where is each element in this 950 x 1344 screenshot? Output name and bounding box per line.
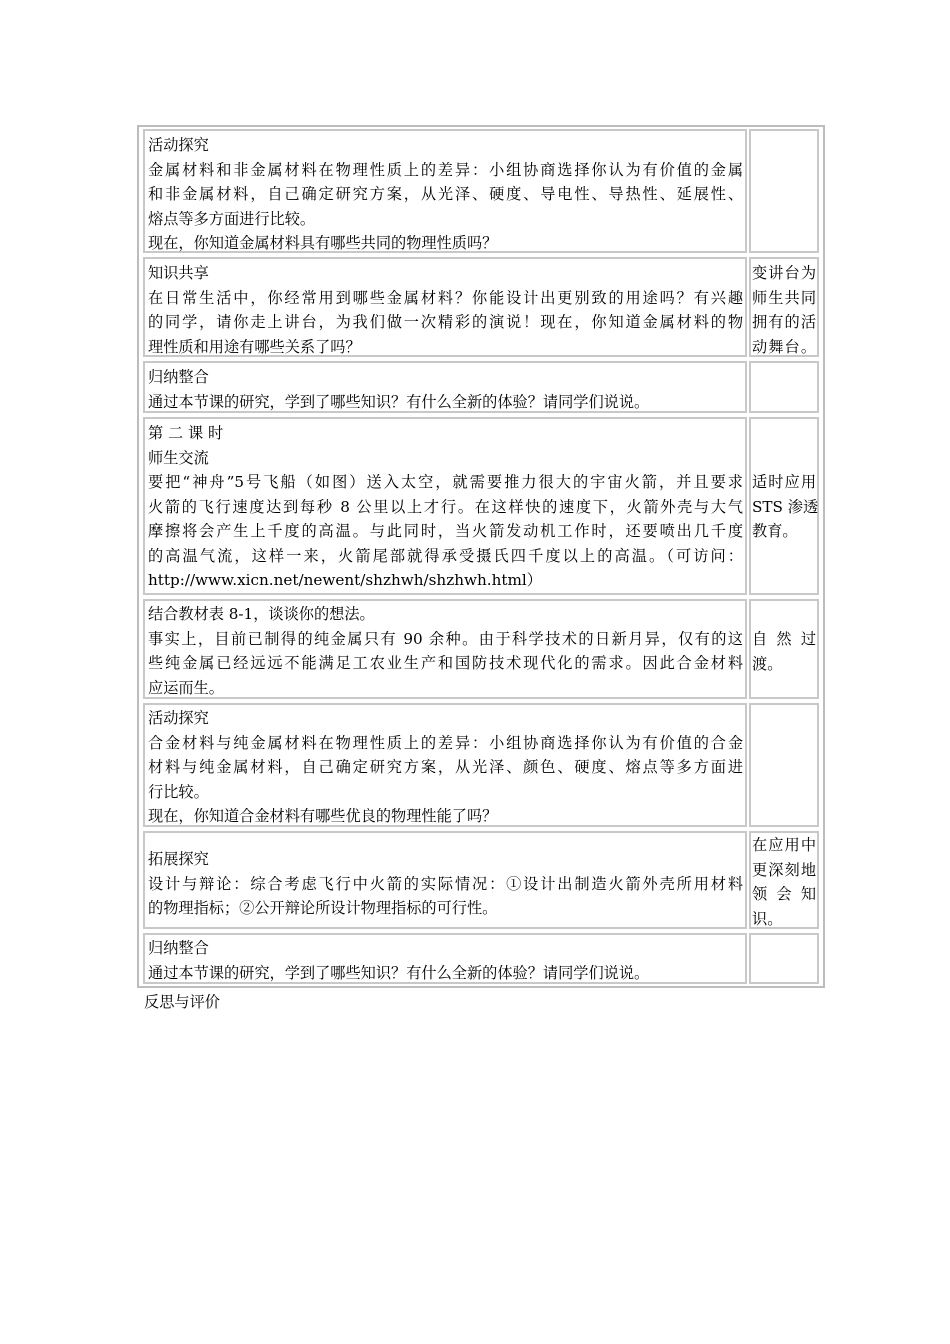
content-line: 的高温气流，这样一来，火箭尾部就得承受摄氏四千度以上的高温。（可访问： (148, 546, 743, 565)
note-line: 动舞台。 (752, 337, 816, 356)
content-line: 事实上，目前已制得的纯金属只有 90 余种。由于科学技术的日新月异，仅有的这 (148, 629, 743, 648)
content-line: 通过本节课的研究，学到了哪些知识？有什么全新的体验？请同学们说说。 (148, 963, 650, 982)
note-cell (749, 599, 819, 699)
note-cell (749, 361, 819, 413)
content-line: 现在，你知道金属材料具有哪些共同的物理性质吗？ (148, 234, 498, 252)
note-cell (749, 129, 819, 253)
content-line: 应运而生。 (148, 678, 224, 697)
note-line: 教育。 (752, 522, 798, 540)
table-row (143, 831, 819, 929)
content-cell (143, 129, 747, 253)
section-heading: 归纳整合 (148, 939, 209, 957)
reflection-heading: 反思与评价 (144, 993, 220, 1011)
content-cell (143, 703, 747, 827)
content-line: 和非金属材料，自己确定研究方案，从光泽、硬度、导电性、导热性、延展性、 (148, 185, 743, 203)
note-line: STS 渗透 (752, 497, 819, 516)
content-line: 金属材料和非金属材料在物理性质上的差异：小组协商选择你认为有价值的金属 (148, 160, 743, 179)
content-cell (143, 361, 747, 413)
note-line: 更深刻地 (752, 860, 816, 879)
content-line: 些纯金属已经远远不能满足工农业生产和国防技术现代化的需求。因此合金材料 (148, 654, 743, 672)
table-row (143, 599, 819, 699)
note-line: 在应用中 (752, 836, 816, 854)
content-line: 设计与辩论：综合考虑飞行中火箭的实际情况：①设计出制造火箭外壳所用材料 (148, 874, 743, 893)
table-row (143, 417, 819, 595)
content-line: 现在，你知道合金材料有哪些优良的物理性能了吗？ (148, 807, 498, 825)
section-heading: 第 二 课 时 (148, 424, 224, 442)
table-row (143, 703, 819, 827)
content-cell (143, 257, 747, 357)
note-cell (749, 417, 819, 595)
lesson-table (137, 125, 825, 988)
content-line: 行比较。 (148, 782, 209, 801)
note-line: 拥有的活 (752, 313, 816, 331)
content-line: 结合教材表 8-1，谈谈你的想法。 (148, 605, 375, 623)
content-line: 在日常生活中，你经常用到哪些金属材料？你能设计出更别致的用途吗？有兴趣 (148, 288, 743, 307)
content-line: 的同学，请你走上讲台，为我们做一次精彩的演说！现在，你知道金属材料的物 (148, 313, 743, 331)
content-line: 火箭的飞行速度达到每秒 8 公里以上才行。在这样快的速度下，火箭外壳与大气 (148, 497, 743, 516)
content-cell (143, 417, 747, 595)
section-heading: 活动探究 (148, 136, 209, 154)
content-cell (143, 831, 747, 929)
content-cell (143, 599, 747, 699)
note-line: 变讲台为 (752, 264, 816, 282)
content-line: 理性质和用途有哪些关系了吗？ (148, 337, 361, 356)
section-heading: 拓展探究 (148, 850, 209, 868)
content-line: 熔点等多方面进行比较。 (148, 209, 316, 228)
content-line: 摩擦将会产生上千度的高温。与此同时，当火箭发动机工作时，还要喷出几千度 (148, 522, 743, 540)
table-row (143, 361, 819, 413)
content-line: 要把“神舟”5号飞船（如图）送入太空，就需要推力很大的宇宙火箭，并且要求 (148, 473, 743, 491)
content-line: 通过本节课的研究，学到了哪些知识？有什么全新的体验？请同学们说说。 (148, 392, 650, 411)
note-cell (749, 933, 819, 984)
table-row (143, 933, 819, 984)
note-line: 师生共同 (752, 288, 816, 307)
note-cell (749, 703, 819, 827)
note-cell (749, 831, 819, 929)
content-cell (143, 933, 747, 984)
section-heading: 知识共享 (148, 264, 209, 282)
content-line: 合金材料与纯金属材料在物理性质上的差异：小组协商选择你认为有价值的合金 (148, 733, 743, 752)
content-line: 材料与纯金属材料，自己确定研究方案，从光泽、颜色、硬度、熔点等多方面进 (148, 758, 743, 776)
section-heading: 师生交流 (148, 448, 209, 467)
note-line: 渡。 (752, 654, 783, 673)
section-heading: 归纳整合 (148, 368, 209, 386)
url-line: http://www.xicn.net/newent/shzhwh/shzhwh.html） (148, 571, 542, 589)
note-line: 适时应用 (752, 473, 816, 491)
note-line: 领会知 (752, 885, 816, 903)
note-line: 识。 (752, 909, 783, 928)
section-heading: 活动探究 (148, 709, 209, 727)
content-line: 的物理指标；②公开辩论所设计物理指标的可行性。 (148, 899, 498, 917)
note-cell (749, 257, 819, 357)
table-row (143, 257, 819, 357)
table-row (143, 129, 819, 253)
note-line: 自然过 (752, 630, 816, 648)
